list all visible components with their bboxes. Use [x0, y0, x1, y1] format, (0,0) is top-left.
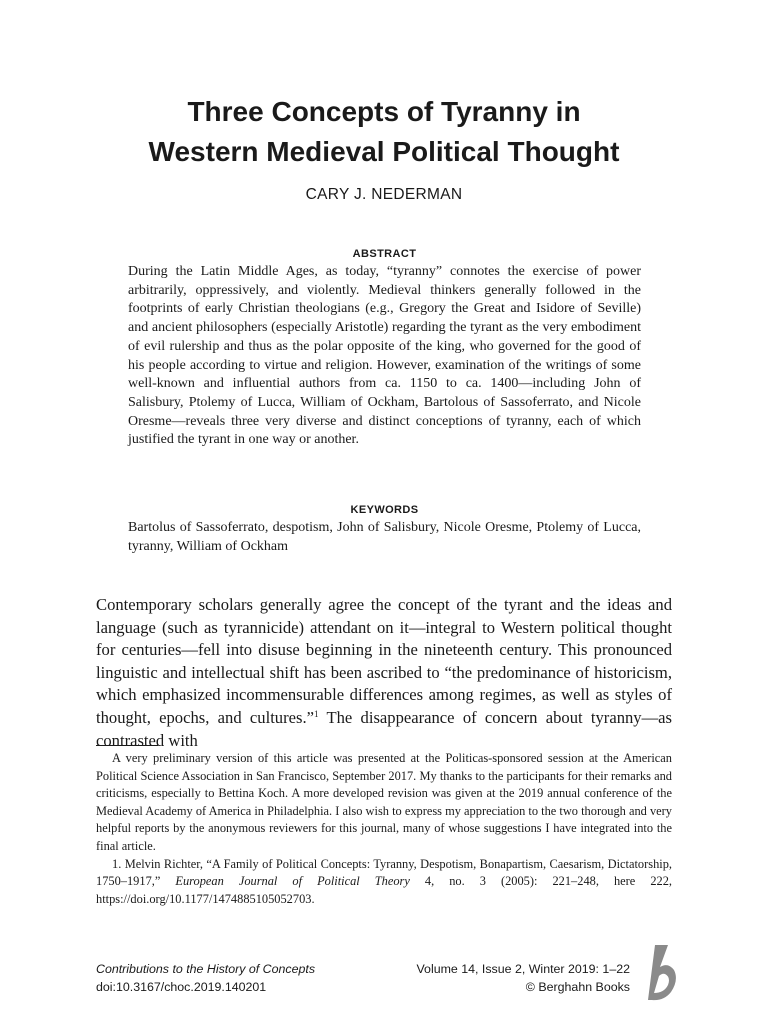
footnote-reference[interactable]: 1	[313, 708, 319, 719]
footnote-divider	[96, 745, 158, 746]
keywords-text: Bartolus of Sassoferrato, despotism, John of Salisbury, Nicole Oresme, Ptolemy of Lucca, tyranny, William of Ockham	[128, 520, 641, 554]
journal-name: Contributions to the History of Concepts	[96, 962, 316, 976]
footnote-1-details: 4, no. 3 (2005): 221–248, here 222, https://doi.org/10.1177/1474885105052703.	[96, 874, 672, 906]
abstract-text: During the Latin Middle Ages, as today, “tyranny” connotes the exercise of power arbitrarily, oppressively, and violently. Medieval thinkers generally followed in the footprints of early Christian theologians (e.g., Gregory the Great and Isidore of Seville) and ancient philosophers (especially Aristotle) regarding the tyrant as the very embodiment of evil rulership and thus as the polar opposite of the king, who governed for the good of his people according to virtue and religion. However, examination of the writings of some well-known and influential authors from ca. 1150 to ca. 1400—including John of Salisbury, Ptolemy of Lucca, William of Ockham, Bartolous of Sassoferrato, and Nicole Oresme—reveals three very diverse and distinct conceptions of tyranny, each of which justified the tyrant in one way or another.	[128, 264, 641, 448]
berghahn-logo-icon	[646, 943, 678, 1003]
footnote-1-journal: European Journal of Political Theory	[175, 874, 410, 889]
keywords-heading: KEYWORDS	[350, 504, 419, 516]
page-footer-right	[330, 960, 630, 996]
article-title	[60, 92, 708, 172]
article-title-line-2: Western Medieval Political Thought	[148, 136, 620, 167]
issue-info: Volume 14, Issue 2, Winter 2019: 1–22	[416, 962, 630, 976]
author-name: CARY J. NEDERMAN	[305, 186, 463, 203]
acknowledgment-note: A very preliminary version of this article was presented at the Politicas-sponsored session at the American Political Science Association in San Francisco, September 2017. My thanks to the participants for their remarks and criticisms, especially to Bettina Koch. A more developed revision was given at the 2019 annual conference of the Medieval Academy of America in Philadelphia. I also wish to express my appreciation to the two thorough and very helpful reports by the anonymous reviewers for this journal, many of whose suggestions I have integrated into the final article.	[96, 751, 672, 853]
article-title-line-1: Three Concepts of Tyranny in	[187, 96, 581, 127]
doi-text: doi:10.3167/choc.2019.140201	[96, 980, 267, 994]
body-text-end: The disappearance of concern about tyranny—as contrasted with	[96, 707, 672, 750]
footnote-1	[96, 856, 672, 909]
abstract-heading: ABSTRACT	[352, 248, 417, 260]
body-paragraph	[96, 594, 672, 752]
footnote-1-citation: 1. Melvin Richter, “A Family of Political Concepts: Tyranny, Despotism, Bonapartism, Caesarism, Dictatorship, 1750–1917,”	[96, 856, 672, 889]
body-text-start: Contemporary scholars generally agree the concept of the tyrant and the ideas and language (such as tyrannicide) attendant on it—integral to Western political thought for centuries—fell into disuse beginning in the nineteenth century. This pronounced linguistic and intellectual shift has been ascribed to “the predominance of historicism, which emphasized incommensurable differences among regimes, as well as styles of thought, epochs, and cultures.”	[96, 595, 672, 727]
publisher-copyright: © Berghahn Books	[525, 980, 630, 994]
footnotes	[96, 750, 672, 908]
